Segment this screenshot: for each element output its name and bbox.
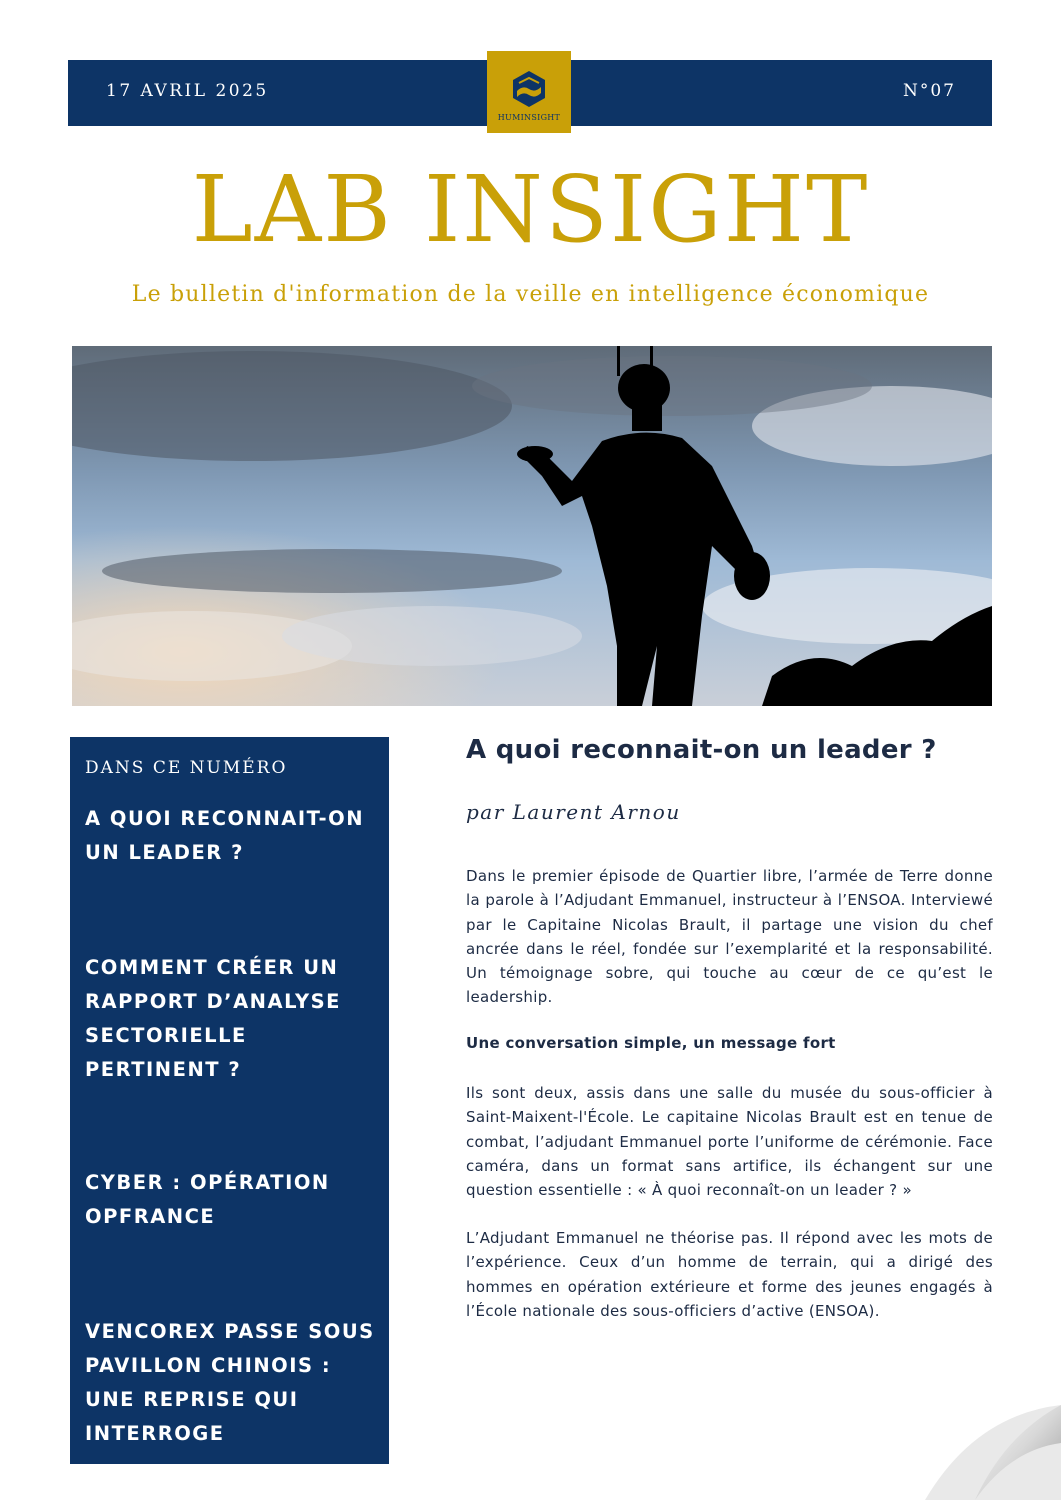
hexagon-hands-icon (509, 69, 549, 109)
newsletter-title: LAB INSIGHT (191, 156, 870, 263)
article-title: A quoi reconnait-on un leader ? (466, 735, 937, 765)
issue-date: 17 AVRIL 2025 (106, 81, 269, 101)
toc-item-leader[interactable]: A QUOI RECONNAIT-ON UN LEADER ? (85, 807, 365, 864)
hero-image (72, 346, 992, 706)
soldier-silhouette-icon (72, 346, 992, 706)
article-paragraph: Ils sont deux, assis dans une salle du musée du sous-officier à Saint-Maixent-l'École. Le capitaine Nicolas Brault est en tenue de combat, l’adjudant Emmanuel porte l’uniforme de cérémonie. Face caméra, dans un format sans artifice, ils échangent sur une question essentielle : « À quoi reconnaît-on un leader ? » (466, 1084, 993, 1200)
article-subheading: Une conversation simple, un message fort (466, 1034, 836, 1052)
issue-number: N°07 (902, 81, 956, 101)
toc-heading: DANS CE NUMÉRO (85, 758, 288, 778)
toc-item-rapport[interactable]: COMMENT CRÉER UN RAPPORT D’ANALYSE SECTORIELLE PERTINENT ? (85, 956, 341, 1081)
toc-item-cyber[interactable]: CYBER : OPÉRATION OPFRANCE (85, 1171, 330, 1228)
page-curl-icon (915, 1395, 1061, 1500)
table-of-contents (70, 737, 389, 1464)
article-byline: par Laurent Arnou (466, 800, 681, 824)
article-intro: Dans le premier épisode de Quartier libre, l’armée de Terre donne la parole à l’Adjudant Emmanuel, instructeur à l’ENSOA. Interviewé par le Capitaine Nicolas Brault, il partage une vision du chef ancrée dans le réel, fondée sur l’exemplarité et la responsabilité. Un témoignage sobre, qui touche au cœur de ce qu’est le leadership. (466, 867, 993, 1007)
article-paragraph: L’Adjudant Emmanuel ne théorise pas. Il répond avec les mots de l’expérience. Ceux d’un homme de terrain, qui a dirigé des hommes en opération extérieure et forme des jeunes engagés à l’École nationale des sous-officiers d’active (ENSOA). (466, 1229, 993, 1320)
logo-wordmark: HUMINSIGHT (497, 113, 561, 122)
huminsight-logo (487, 51, 571, 133)
toc-item-vencorex[interactable]: VENCOREX PASSE SOUS PAVILLON CHINOIS : UNE REPRISE QUI INTERROGE (85, 1320, 375, 1445)
newsletter-tagline: Le bulletin d'information de la veille en intelligence économique (131, 282, 930, 307)
